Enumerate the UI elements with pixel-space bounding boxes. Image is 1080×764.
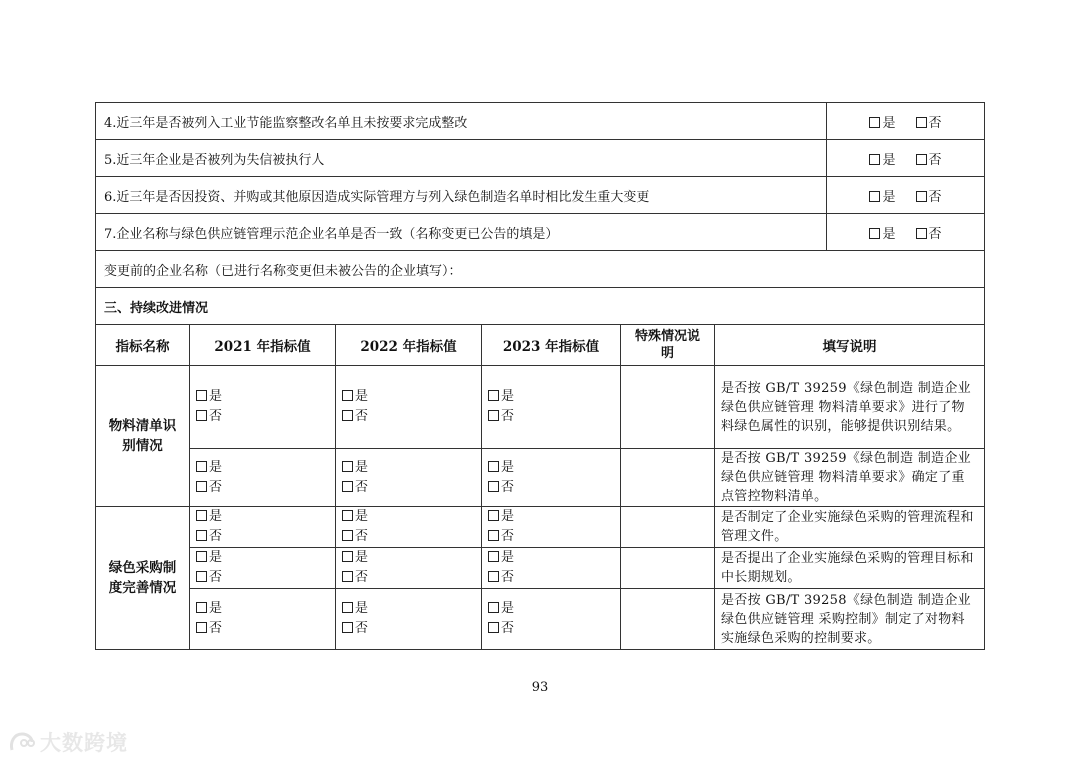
checkbox-icon[interactable]	[342, 510, 353, 521]
checkbox-icon[interactable]	[196, 602, 207, 613]
question-row	[96, 214, 985, 251]
cell-2023: 是 否	[482, 366, 621, 449]
cell-2023: 是 否	[482, 548, 621, 589]
yes-option[interactable]: 是	[869, 153, 895, 168]
question-row	[96, 103, 985, 140]
questions-table	[95, 102, 985, 325]
section-title: 三、持续改进情况	[96, 288, 985, 325]
checkbox-icon[interactable]	[342, 390, 353, 401]
checkbox-icon[interactable]	[869, 117, 880, 128]
checkbox-icon[interactable]	[488, 390, 499, 401]
instruction-text: 是否提出了企业实施绿色采购的管理目标和中长期规划。	[715, 548, 985, 589]
question-text: 4.近三年是否被列入工业节能监察整改名单且未按要求完成整改	[96, 103, 827, 140]
instruction-text: 是否按 GB/T 39258《绿色制造 制造企业绿色供应链管理 采购控制》制定了对物料实施绿色采购的控制要求。	[715, 589, 985, 650]
checkbox-icon[interactable]	[488, 461, 499, 472]
checkbox-icon[interactable]	[488, 571, 499, 582]
checkbox-icon[interactable]	[342, 530, 353, 541]
yes-option[interactable]: 是	[869, 116, 895, 131]
checkbox-icon[interactable]	[196, 510, 207, 521]
checkbox-icon[interactable]	[488, 410, 499, 421]
table-row	[96, 507, 985, 548]
checkbox-icon[interactable]	[488, 481, 499, 492]
checkbox-icon[interactable]	[342, 461, 353, 472]
indicator-name: 物料清单识别情况	[96, 366, 190, 507]
header-2023: 2023 年指标值	[482, 325, 621, 366]
checkbox-icon[interactable]	[342, 481, 353, 492]
checkbox-icon[interactable]	[869, 228, 880, 239]
checkbox-icon[interactable]	[196, 410, 207, 421]
cell-2022: 是 否	[336, 589, 482, 650]
yes-no-options	[827, 214, 985, 251]
checkbox-icon[interactable]	[488, 530, 499, 541]
indicator-name: 绿色采购制度完善情况	[96, 507, 190, 650]
checkbox-icon[interactable]	[342, 622, 353, 633]
question-row	[96, 177, 985, 214]
cell-2022: 是 否	[336, 507, 482, 548]
checkbox-icon[interactable]	[196, 571, 207, 582]
cell-2021: 是 否	[190, 548, 336, 589]
checkbox-icon[interactable]	[916, 191, 927, 202]
cell-2023: 是 否	[482, 507, 621, 548]
yes-no-options	[827, 103, 985, 140]
instruction-text: 是否按 GB/T 39259《绿色制造 制造企业绿色供应链管理 物料清单要求》确定了重点管控物料清单。	[715, 449, 985, 507]
table-row	[96, 449, 985, 507]
cell-2023: 是 否	[482, 589, 621, 650]
checkbox-icon[interactable]	[342, 410, 353, 421]
table-row	[96, 366, 985, 449]
header-2021: 2021 年指标值	[190, 325, 336, 366]
checkbox-icon[interactable]	[342, 551, 353, 562]
checkbox-icon[interactable]	[488, 551, 499, 562]
cell-2021: 是 否	[190, 449, 336, 507]
cell-2022: 是 否	[336, 449, 482, 507]
yes-option[interactable]: 是	[869, 227, 895, 242]
yes-no-options	[827, 177, 985, 214]
watermark-text: 大数跨境	[40, 731, 128, 755]
checkbox-icon[interactable]	[196, 461, 207, 472]
special-notes-cell[interactable]	[621, 366, 715, 449]
no-option[interactable]: 否	[916, 153, 942, 168]
yes-option[interactable]: 是	[869, 190, 895, 205]
question-text: 7.企业名称与绿色供应链管理示范企业名单是否一致（名称变更已公告的填是）	[96, 214, 827, 251]
checkbox-icon[interactable]	[342, 602, 353, 613]
no-option[interactable]: 否	[916, 227, 942, 242]
special-notes-cell[interactable]	[621, 589, 715, 650]
indicator-table	[95, 324, 985, 650]
header-instructions: 填写说明	[715, 325, 985, 366]
instruction-text: 是否制定了企业实施绿色采购的管理流程和管理文件。	[715, 507, 985, 548]
checkbox-icon[interactable]	[488, 602, 499, 613]
special-notes-cell[interactable]	[621, 449, 715, 507]
checkbox-icon[interactable]	[342, 571, 353, 582]
checkbox-icon[interactable]	[916, 228, 927, 239]
logo-icon	[8, 730, 36, 754]
checkbox-icon[interactable]	[488, 622, 499, 633]
section-title-row	[96, 288, 985, 325]
checkbox-icon[interactable]	[196, 551, 207, 562]
special-notes-cell[interactable]	[621, 548, 715, 589]
cell-2023: 是 否	[482, 449, 621, 507]
checkbox-icon[interactable]	[916, 154, 927, 165]
checkbox-icon[interactable]	[916, 117, 927, 128]
header-special-notes: 特殊情况说 明	[621, 325, 715, 366]
page-number: 93	[531, 680, 549, 695]
instruction-text: 是否按 GB/T 39259《绿色制造 制造企业绿色供应链管理 物料清单要求》进行了物料绿色属性的识别，能够提供识别结果。	[715, 366, 985, 449]
table-row	[96, 589, 985, 650]
cell-2022: 是 否	[336, 548, 482, 589]
question-text: 6.近三年是否因投资、并购或其他原因造成实际管理方与列入绿色制造名单时相比发生重大变更	[96, 177, 827, 214]
question-text: 5.近三年企业是否被列为失信被执行人	[96, 140, 827, 177]
former-name-row	[96, 251, 985, 288]
checkbox-icon[interactable]	[196, 390, 207, 401]
special-notes-cell[interactable]	[621, 507, 715, 548]
cell-2021: 是 否	[190, 366, 336, 449]
question-row	[96, 140, 985, 177]
checkbox-icon[interactable]	[196, 481, 207, 492]
header-2022: 2022 年指标值	[336, 325, 482, 366]
checkbox-icon[interactable]	[196, 530, 207, 541]
cell-2021: 是 否	[190, 507, 336, 548]
checkbox-icon[interactable]	[196, 622, 207, 633]
header-indicator-name: 指标名称	[96, 325, 190, 366]
cell-2022: 是 否	[336, 366, 482, 449]
no-option[interactable]: 否	[916, 116, 942, 131]
checkbox-icon[interactable]	[869, 154, 880, 165]
cell-2021: 是 否	[190, 589, 336, 650]
table-row	[96, 548, 985, 589]
former-name-label[interactable]: 变更前的企业名称（已进行名称变更但未被公告的企业填写）：	[96, 251, 985, 288]
no-option[interactable]: 否	[916, 190, 942, 205]
yes-no-options	[827, 140, 985, 177]
checkbox-icon[interactable]	[488, 510, 499, 521]
checkbox-icon[interactable]	[869, 191, 880, 202]
header-row	[96, 325, 985, 366]
watermark-logo	[8, 727, 128, 757]
